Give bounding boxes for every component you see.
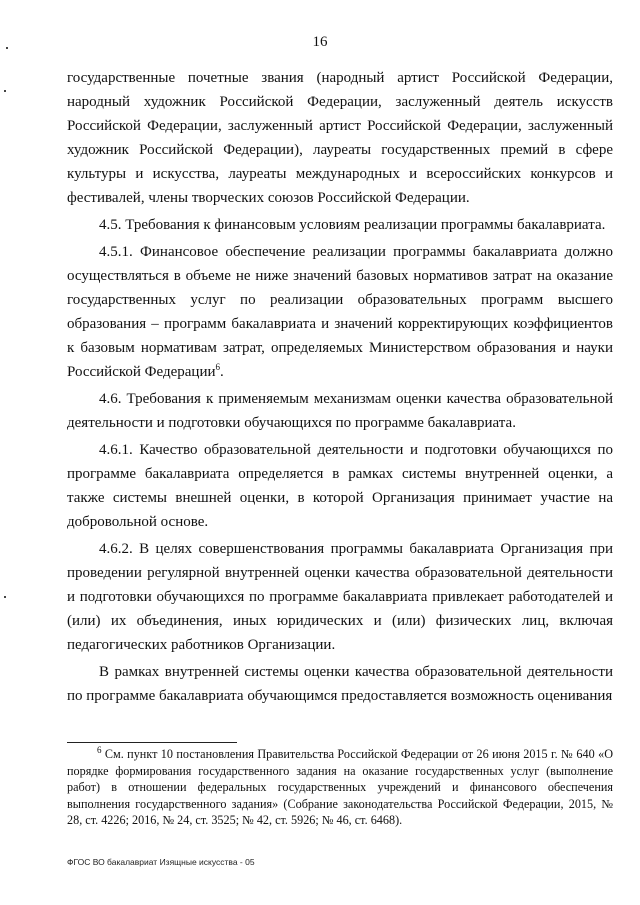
scan-speck — [4, 596, 6, 598]
page-number: 16 — [312, 34, 328, 50]
footnote-separator — [67, 742, 237, 743]
paragraph-section-4-6: 4.6. Требования к применяемым механизмам оценки качества образовательной деятельности и подготовки обучающихся по программе бакалавриата. — [67, 391, 613, 431]
page-footer: ФГОС ВО бакалавриат Изящные искусства - 05 — [67, 857, 255, 867]
paragraph-text: 4.5.1. Финансовое обеспечение реализации программы бакалавриата должно осуществляться в объеме не ниже значений базовых нормативов затрат на оказание государственных услуг по реализации образовательных программ высшего образования – программ бакалавриата и значений корректирующих коэффициентов к базовым нормативам затрат, определяемых Министерством образования и науки Российской Федерации — [67, 244, 613, 380]
paragraph-period: . — [220, 364, 224, 380]
paragraph-section-4-6-2: 4.6.2. В целях совершенствования программы бакалавриата Организация при проведении регулярной внутренней оценки качества образовательной деятельности и подготовки обучающихся по программе бакалавриата привлекает работодателей и (или) их объединения, иных юридических и (или) физических лиц, включая педагогических работников Организации. — [67, 541, 613, 653]
document-body — [67, 66, 613, 711]
footnote-text — [67, 746, 613, 829]
scan-speck — [4, 90, 6, 92]
paragraph-section-4-6-1: 4.6.1. Качество образовательной деятельности и подготовки обучающихся по программе бакалавриата определяется в рамках системы внутренней оценки, а также системы внешней оценки, в которой Организация принимает участие на добровольной основе. — [67, 442, 613, 530]
paragraph-section-4-5: 4.5. Требования к финансовым условиям реализации программы бакалавриата. — [99, 217, 606, 233]
footnote-reference: 6 — [215, 362, 221, 372]
footnote-body: См. пункт 10 постановления Правительства Российской Федерации от 26 июня 2015 г. № 640 «О порядке формирования государственного задания на оказание государственных услуг (выполнение работ) в отношении федеральных государственных учреждений и финансового обеспечения выполнения государственного задания» (Собрание законодательства Российской Федерации, 2015, № 28, ст. 4226; 2016, № 24, ст. 3525; № 42, ст. 5926; № 46, ст. 6468). — [67, 747, 613, 827]
paragraph-continuation: государственные почетные звания (народный артист Российской Федерации, народный художник Российской Федерации, заслуженный деятель искусств Российской Федерации, заслуженный артист Российской Федерации, заслуженный художник Российской Федерации), лауреаты государственных премий в сфере культуры и искусства, лауреаты международных и всероссийских конкурсов и фестивалей, члены творческих союзов Российской Федерации. — [67, 70, 613, 206]
footnote — [67, 746, 613, 829]
paragraph-internal-assessment: В рамках внутренней системы оценки качества образовательной деятельности по программе бакалавриата обучающимся предоставляется возможность оценивания — [67, 664, 613, 704]
footnote-marker: 6 — [97, 744, 102, 755]
paragraph-section-4-5-1 — [67, 240, 613, 384]
scan-speck — [6, 47, 8, 49]
